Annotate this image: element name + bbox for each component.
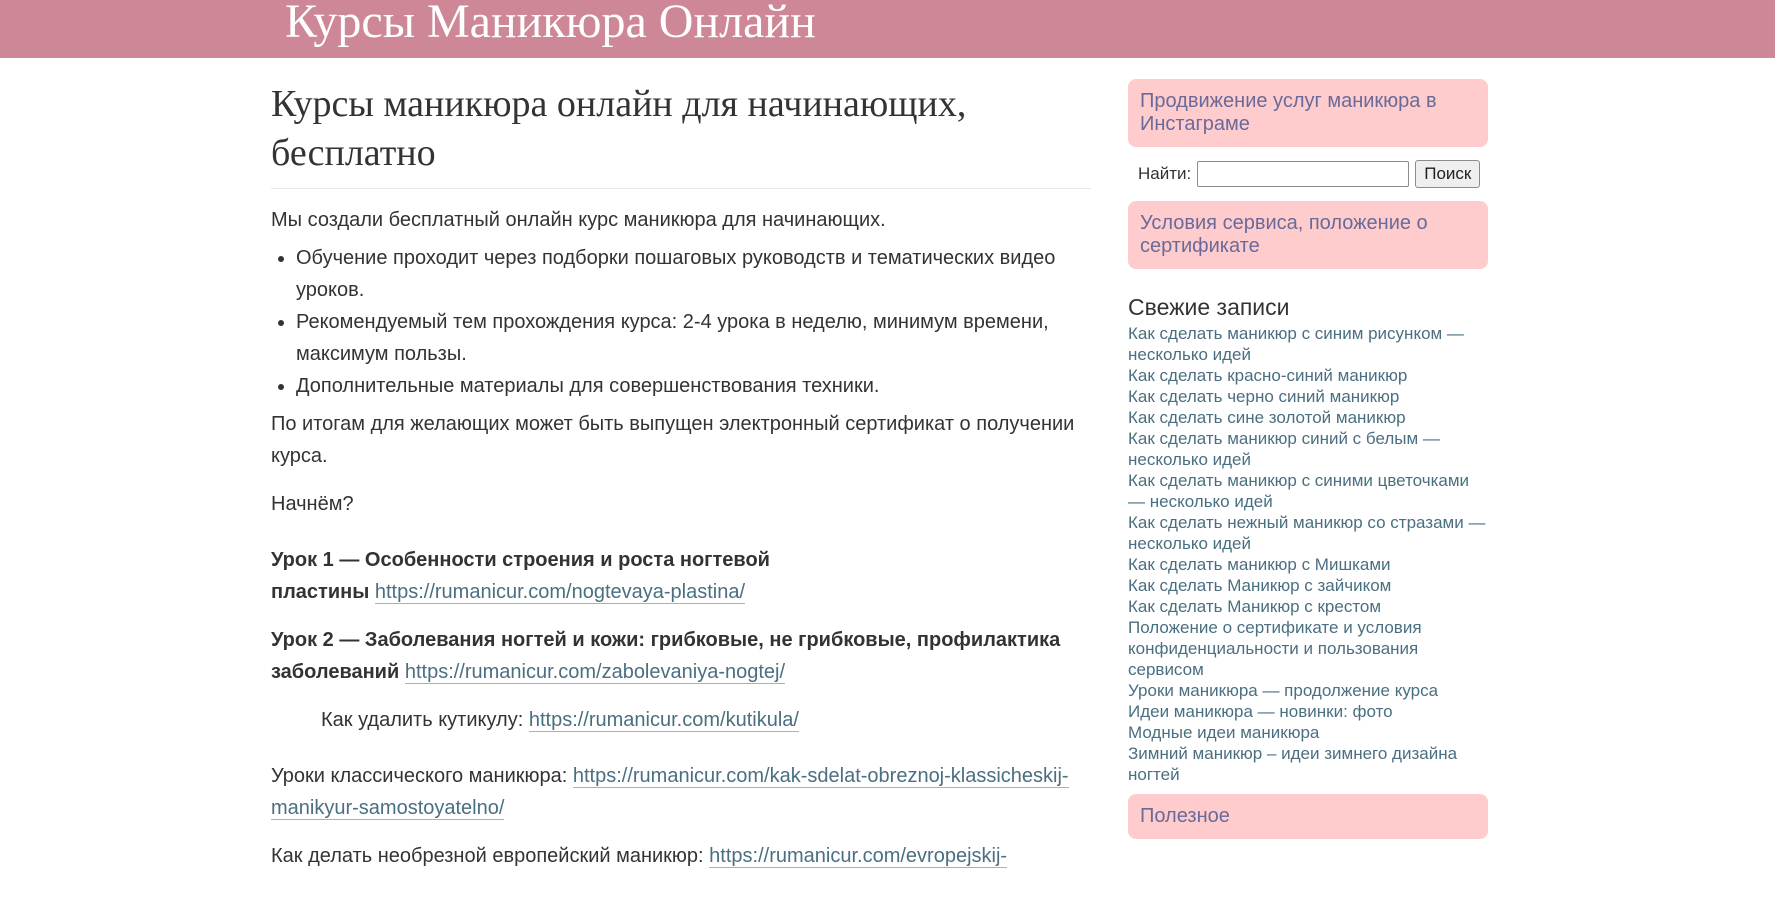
- list-item: [1128, 554, 1488, 575]
- lesson-2-title: Урок 2 — Заболевания ногтей и кожи: грибковые, не грибковые, профилактика заболеваний: [271, 629, 1061, 683]
- list-item: [1128, 722, 1488, 743]
- european-label: Как делать необрезной европейский маникюр:: [271, 845, 704, 867]
- lesson-2-link[interactable]: https://rumanicur.com/zabolevaniya-nogtej/: [404, 661, 786, 683]
- classic-label: Уроки классического маникюра:: [271, 765, 568, 787]
- european-link[interactable]: https://rumanicur.com/evropejskij-: [709, 845, 1008, 867]
- recent-post-link[interactable]: Как сделать маникюр с синим рисунком — несколько идей: [1128, 324, 1464, 364]
- cuticle-link[interactable]: https://rumanicur.com/kutikula/: [528, 709, 799, 731]
- list-item: [1128, 386, 1488, 407]
- classic-line: [271, 760, 1091, 824]
- list-item: • Обучение проходит через подборки пошаговых руководств и тематических видео уроков.: [296, 242, 1091, 306]
- page-title: Курсы маникюра онлайн для начинающих, бесплатно: [271, 80, 1091, 189]
- feature-list: [271, 242, 1091, 402]
- lesson-1-link[interactable]: https://rumanicur.com/nogtevaya-plastina/: [374, 581, 746, 603]
- recent-posts-title: Свежие записи: [1128, 294, 1290, 320]
- recent-post-link[interactable]: Как сделать нежный маникюр со стразами — несколько идей: [1128, 513, 1486, 553]
- site-header: [0, 0, 1775, 58]
- list-item: [1128, 743, 1488, 785]
- recent-post-link[interactable]: Модные идеи маникюра: [1128, 723, 1320, 742]
- recent-post-link[interactable]: Идеи маникюра — новинки: фото: [1128, 702, 1393, 721]
- certificate-text: По итогам для желающих может быть выпущен электронный сертификат о получении курса.: [271, 413, 1075, 467]
- recent-post-link[interactable]: Положение о сертификате и условия конфиденциальности и пользования сервисом: [1128, 618, 1422, 679]
- cuticle-label: Как удалить кутикулу:: [321, 709, 524, 731]
- search-input[interactable]: [1197, 161, 1409, 187]
- european-line: [271, 840, 1091, 872]
- list-item: [1128, 596, 1488, 617]
- list-item: [1128, 512, 1488, 554]
- recent-post-link[interactable]: Как сделать красно-синий маникюр: [1128, 366, 1408, 385]
- list-item: [1128, 407, 1488, 428]
- lesson-1: [271, 544, 811, 608]
- search-button[interactable]: Поиск: [1415, 160, 1480, 188]
- classic-link[interactable]: https://rumanicur.com/kak-sdelat-obreznoj-klassicheskij-manikyur-samostoyatelno/: [271, 765, 1069, 819]
- promo-box: [1128, 79, 1488, 147]
- list-item: [1128, 701, 1488, 722]
- start-text: Начнём?: [271, 493, 354, 515]
- search-label: Найти:: [1138, 164, 1192, 183]
- list-item: [1128, 428, 1488, 470]
- list-item: [1128, 575, 1488, 596]
- sidebar: [1128, 79, 1488, 839]
- recent-post-link[interactable]: Как сделать маникюр с синими цветочками — несколько идей: [1128, 471, 1470, 511]
- useful-link[interactable]: Полезное: [1140, 805, 1230, 827]
- list-item: [1128, 680, 1488, 701]
- recent-post-link[interactable]: Как сделать маникюр с Мишками: [1128, 555, 1391, 574]
- list-item: [1128, 365, 1488, 386]
- main-content: [271, 80, 1091, 872]
- cuticle-line: [271, 704, 1091, 736]
- list-item: • Рекомендуемый тем прохождения курса: 2-4 урока в неделю, минимум времени, максимум пользы.: [296, 306, 1091, 370]
- recent-post-link[interactable]: Уроки маникюра — продолжение курса: [1128, 681, 1439, 700]
- terms-link[interactable]: Условия сервиса, положение о сертификате: [1140, 212, 1428, 257]
- list-item: [1128, 470, 1488, 512]
- list-item: • Дополнительные материалы для совершенствования техники.: [296, 370, 1091, 402]
- recent-post-link[interactable]: Зимний маникюр – идеи зимнего дизайна ногтей: [1128, 744, 1458, 784]
- lesson-1-title: Урок 1 — Особенности строения и роста ногтевой пластины: [271, 549, 770, 603]
- recent-post-link[interactable]: Как сделать Маникюр с крестом: [1128, 597, 1382, 616]
- promo-link[interactable]: Продвижение услуг маникюра в Инстаграме: [1140, 90, 1437, 135]
- terms-box: [1128, 201, 1488, 269]
- intro-text: Мы создали бесплатный онлайн курс маникюра для начинающих.: [271, 209, 886, 231]
- list-item: [1128, 323, 1488, 365]
- recent-post-link[interactable]: Как сделать Маникюр с зайчиком: [1128, 576, 1392, 595]
- list-item: [1128, 617, 1488, 680]
- search-form: [1138, 159, 1488, 189]
- recent-posts-list: [1128, 323, 1488, 785]
- recent-post-link[interactable]: Как сделать маникюр синий с белым — несколько идей: [1128, 429, 1440, 469]
- recent-post-link[interactable]: Как сделать сине золотой маникюр: [1128, 408, 1406, 427]
- site-title[interactable]: Курсы Маникюра Онлайн: [285, 0, 816, 48]
- lesson-2: [271, 624, 1091, 688]
- recent-post-link[interactable]: Как сделать черно синий маникюр: [1128, 387, 1400, 406]
- useful-box: [1128, 794, 1488, 839]
